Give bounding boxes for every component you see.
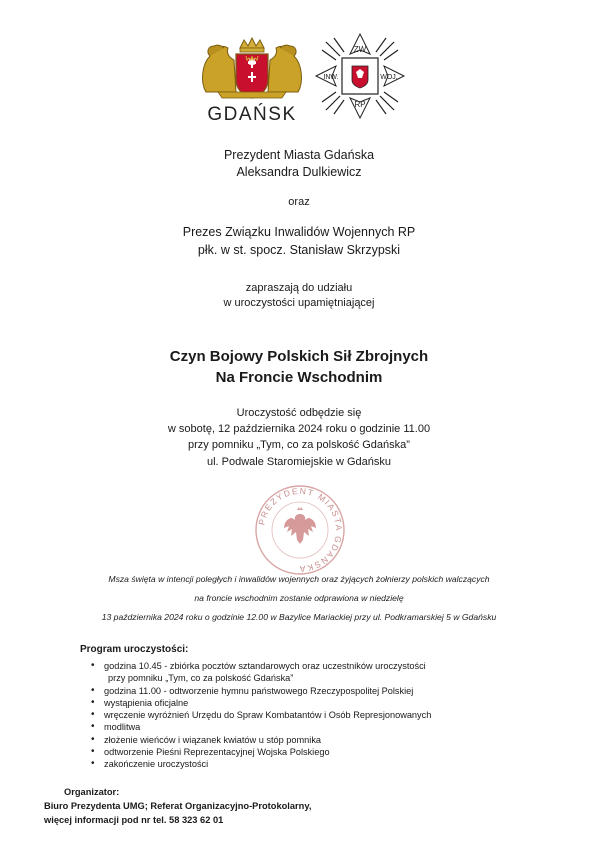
program-item: • godzina 11.00 - odtworzenie hymnu państwowego Rzeczypospolitej Polskiej	[90, 685, 431, 697]
program-item: • wręczenie wyróżnień Urzędu do Spraw Kombatantów i Osób Represjonowanych	[90, 709, 431, 721]
mass-line1: Msza święta w intencji poległych i inwalidów wojennych oraz żyjących żołnierzy polskich walczących	[108, 574, 490, 584]
program-list	[90, 660, 431, 771]
organizer-label: Organizator:	[64, 787, 120, 797]
details-line1: Uroczystość odbędzie się	[236, 407, 362, 419]
zw-badge-top-text: ZW	[353, 45, 367, 54]
program-item-continuation: przy pomniku „Tym, co za polskość Gdańska”	[108, 673, 294, 684]
zw-badge-right-text: WOJ.	[380, 74, 398, 81]
host1-title: Prezydent Miasta Gdańska	[223, 148, 375, 162]
host1-name: Aleksandra Dulkiewicz	[236, 165, 362, 179]
program-heading: Program uroczystości:	[80, 644, 189, 655]
seal-text: PREZYDENT MIASTA GDAŃSKA	[256, 485, 345, 575]
gdansk-coat-of-arms-icon	[196, 34, 308, 124]
program-item: • zakończenie uroczystości	[90, 758, 431, 770]
mass-line3: 13 października 2024 roku o godzinie 12.00 w Bazylice Mariackiej przy ul. Podkramarskiej 5 w Gdańsku	[101, 612, 497, 622]
president-seal	[254, 484, 346, 576]
conjunction-text: oraz	[288, 196, 310, 208]
gdansk-logo	[196, 34, 308, 124]
zw-cross-badge-icon	[312, 30, 408, 122]
event-title-line1: Czyn Bojowy Polskich Sił Zbrojnych	[169, 348, 429, 365]
host2-title: Prezes Związku Inwalidów Wojennych RP	[182, 225, 416, 239]
invite-line1: zapraszają do udziału	[245, 282, 353, 294]
organizer-line2: więcej informacji pod nr tel. 58 323 62 01	[44, 815, 224, 825]
city-name: GDAŃSK	[207, 104, 297, 124]
zw-badge-left-text: INW.	[323, 74, 339, 81]
details-line3: przy pomniku „Tym, co za polskość Gdańska”	[188, 439, 410, 451]
organizer-line1: Biuro Prezydenta UMG; Referat Organizacyjno-Protokolarny,	[44, 801, 312, 811]
mass-line2: na froncie wschodnim zostanie odprawiona w niedzielę	[194, 593, 404, 603]
ziw-rp-logo	[312, 30, 408, 122]
program-item: • złożenie wieńców i wiązanek kwiatów u stóp pomnika	[90, 734, 431, 746]
program-item: • godzina 10.45 - zbiórka pocztów sztandarowych oraz uczestników uroczystości	[90, 660, 431, 672]
details-line4: ul. Podwale Staromiejskie w Gdańsku	[206, 456, 392, 468]
host2-name: płk. w st. spocz. Stanisław Skrzypski	[197, 243, 401, 257]
details-line2: w sobotę, 12 października 2024 roku o godzinie 11.00	[167, 423, 431, 435]
program-item: • wystąpienia oficjalne	[90, 697, 431, 709]
zw-badge-bottom-text: RP	[354, 100, 366, 109]
program-item: • modlitwa	[90, 721, 431, 733]
eagle-seal-icon	[254, 484, 346, 576]
program-item: • odtworzenie Pieśni Reprezentacyjnej Wojska Polskiego	[90, 746, 431, 758]
invite-line2: w uroczystości upamiętniającej	[223, 297, 375, 309]
event-title-line2: Na Froncie Wschodnim	[215, 369, 383, 386]
